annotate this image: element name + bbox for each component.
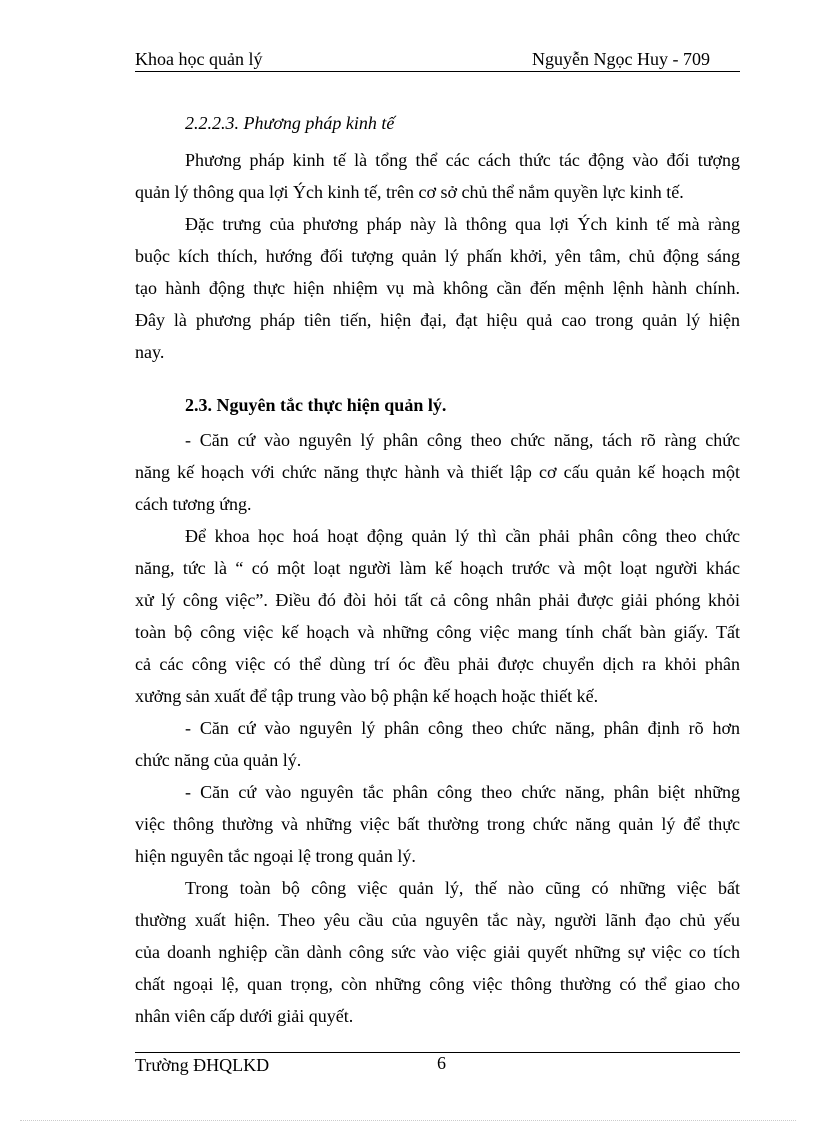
text-line: Đặc trưng của phương pháp này là thông qua lợi Ých kinh tế mà ràng: [185, 214, 740, 234]
text-line: chức năng của quản lý.: [135, 750, 302, 770]
paragraph: [135, 776, 740, 872]
text-line: xưởng sản xuất để tập trung vào bộ phận kế hoạch hoặc thiết kế.: [135, 686, 599, 706]
text-line: xử lý công việc”. Điều đó đòi hỏi tất cả công nhân phải được giải phóng khỏi: [135, 590, 740, 610]
text-line: nhân viên cấp dưới giải quyết.: [135, 1006, 354, 1026]
text-line: năng, tức là “ có một loạt người làm kế hoạch trước và một loạt người khác: [135, 558, 740, 578]
text-line: năng kế hoạch với chức năng thực hành và thiết lập cơ cấu quản kế hoạch một: [135, 462, 740, 482]
text-line: - Căn cứ vào nguyên tắc phân công theo chức năng, phân biệt những: [185, 782, 740, 802]
paragraph: [135, 424, 740, 520]
page-edge: [20, 1120, 796, 1121]
section-economic-method: [135, 107, 740, 368]
text-line: cách tương ứng.: [135, 494, 252, 514]
text-line: chất ngoại lệ, quan trọng, còn những công việc thông thường có thể giao cho: [135, 974, 740, 994]
paragraph: [135, 144, 740, 208]
page-number: 6: [437, 1053, 446, 1073]
paragraphs: [135, 144, 740, 368]
text-line: việc thông thường và những việc bất thường trong chức năng quản lý để thực: [135, 814, 740, 834]
text-line: Trong toàn bộ công việc quản lý, thế nào cũng có những việc bất: [185, 878, 740, 898]
text-line: - Căn cứ vào nguyên lý phân công theo chức năng, phân định rõ hơn: [185, 718, 740, 738]
paragraph: [135, 872, 740, 1032]
text-line: hiện nguyên tắc ngoại lệ trong quản lý.: [135, 846, 416, 866]
text-line: Để khoa học hoá hoạt động quản lý thì cần phải phân công theo chức: [185, 526, 740, 546]
text-line: quản lý thông qua lợi Ých kinh tế, trên cơ sở chủ thể nắm quyền lực kinh tế.: [135, 182, 684, 202]
footer-school: Trường ĐHQLKD: [135, 1055, 270, 1075]
text-line: toàn bộ công việc kế hoạch và những công việc mang tính chất bàn giấy. Tất: [135, 622, 740, 642]
paragraphs: [135, 424, 740, 1032]
paragraph: [135, 208, 740, 368]
section-heading: 2.2.2.3. Phương pháp kinh tế: [185, 113, 395, 133]
header-course-title: Khoa học quản lý: [135, 49, 263, 69]
text-line: tạo hành động thực hiện nhiệm vụ mà không cần đến mệnh lệnh hành chính.: [135, 278, 740, 298]
header-author: Nguyễn Ngọc Huy - 709: [532, 49, 710, 69]
page-footer: [135, 1052, 740, 1083]
text-line: thường xuất hiện. Theo yêu cầu của nguyên tắc này, người lãnh đạo chủ yếu: [135, 910, 740, 930]
text-line: Phương pháp kinh tế là tổng thể các cách thức tác động vào đối tượng: [185, 150, 740, 170]
text-line: buộc kích thích, hướng đối tượng quản lý phấn khởi, yên tâm, chủ động sáng: [135, 246, 740, 266]
text-line: Đây là phương pháp tiên tiến, hiện đại, đạt hiệu quả cao trong quản lý hiện: [135, 310, 740, 330]
page-header: [135, 47, 740, 72]
text-line: - Căn cứ vào nguyên lý phân công theo chức năng, tách rõ ràng chức: [185, 430, 740, 450]
text-line: của doanh nghiệp cần dành công sức vào việc giải quyết những sự việc co tích: [135, 942, 740, 962]
text-line: cả các công việc có thể dùng trí óc đều phải được chuyển dịch ra khỏi phân: [135, 654, 740, 674]
paragraph: [135, 520, 740, 712]
section-heading: 2.3. Nguyên tắc thực hiện quản lý.: [185, 395, 447, 415]
paragraph: [135, 712, 740, 776]
section-management-principles: [135, 389, 740, 1032]
text-line: nay.: [135, 342, 165, 362]
